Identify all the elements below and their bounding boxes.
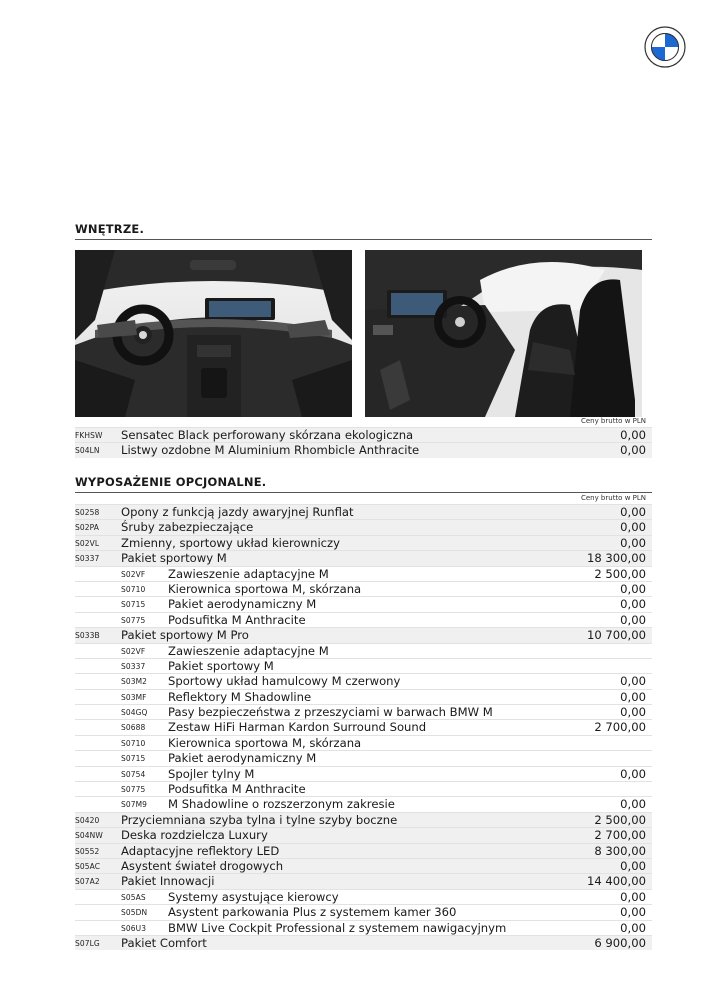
table-row — [75, 827, 652, 842]
option-code: S07A2 — [75, 877, 100, 887]
table-row — [75, 858, 652, 873]
table-row — [75, 643, 652, 658]
option-code: S0688 — [121, 723, 146, 733]
bmw-logo — [644, 26, 686, 68]
option-code: S0337 — [75, 554, 100, 564]
table-row — [75, 873, 652, 888]
option-price: 0,00 — [620, 674, 646, 689]
options-price-note: Ceny brutto w PLN — [580, 494, 646, 502]
table-row — [75, 535, 652, 550]
option-description: Listwy ozdobne M Aluminium Rhombicle Anthracite — [121, 443, 420, 458]
option-price: 14 400,00 — [586, 874, 646, 889]
option-description: Śruby zabezpieczające — [121, 520, 254, 535]
table-row — [75, 704, 652, 719]
option-code: S04GQ — [121, 708, 148, 718]
option-code: S0775 — [121, 615, 146, 625]
table-row — [75, 596, 652, 611]
table-row — [75, 904, 652, 919]
option-price: 0,00 — [620, 905, 646, 920]
option-description: Kierownica sportowa M, skórzana — [168, 581, 362, 596]
option-description: Adaptacyjne reflektory LED — [121, 843, 280, 858]
table-row — [75, 627, 652, 642]
option-description: Opony z funkcją jazdy awaryjnej Runflat — [121, 505, 354, 519]
option-description: M Shadowline o rozszerzonym zakresie — [168, 797, 395, 812]
option-price: 18 300,00 — [586, 551, 646, 566]
option-code: S02VF — [121, 646, 146, 656]
option-price: 2 500,00 — [594, 812, 646, 827]
option-description: Zmienny, sportowy układ kierowniczy — [121, 535, 340, 550]
watermark: ◌ — [8, 968, 24, 989]
option-description: Podsufitka M Anthracite — [168, 612, 306, 627]
option-code: S07LG — [75, 938, 100, 948]
table-row — [75, 935, 652, 950]
option-description: Spojler tylny M — [168, 766, 255, 781]
table-row — [75, 766, 652, 781]
option-description: Pakiet sportowy M Pro — [121, 628, 249, 643]
table-row — [75, 612, 652, 627]
option-description: Pakiet Comfort — [121, 935, 207, 950]
option-code: FKHSW — [75, 431, 103, 440]
option-description: Podsufitka M Anthracite — [168, 782, 306, 797]
interior-dashboard-photo — [75, 250, 352, 417]
option-code: S03M2 — [121, 677, 148, 687]
option-code: S05AS — [121, 892, 146, 902]
option-price: 0,00 — [620, 443, 646, 458]
table-row — [75, 843, 652, 858]
table-row — [75, 812, 652, 827]
option-price: 0,00 — [620, 520, 646, 535]
option-code: S02VF — [121, 569, 146, 579]
option-code: S0715 — [121, 754, 146, 764]
option-price: 10 700,00 — [586, 628, 646, 643]
table-row — [75, 796, 652, 811]
option-description: Pakiet sportowy M — [168, 658, 274, 673]
table-row — [75, 889, 652, 904]
option-code: S033B — [75, 631, 100, 641]
option-description: Pasy bezpieczeństwa z przeszyciami w barwach BMW M — [168, 705, 493, 720]
table-row — [75, 442, 652, 457]
option-price: 0,00 — [620, 505, 646, 519]
table-row — [75, 920, 652, 935]
option-code: S04LN — [75, 446, 100, 456]
option-price: 0,00 — [620, 797, 646, 812]
option-description: Zawieszenie adaptacyjne M — [168, 566, 329, 581]
options-table — [75, 504, 652, 950]
option-description: Zestaw HiFi Harman Kardon Surround Sound — [168, 720, 427, 735]
table-row — [75, 781, 652, 796]
option-code: S07M9 — [121, 800, 148, 810]
option-price: 2 500,00 — [594, 566, 646, 581]
option-code: S0552 — [75, 846, 100, 856]
option-description: Pakiet Innowacji — [121, 874, 215, 889]
option-description: Pakiet aerodynamiczny M — [168, 751, 317, 766]
option-code: S05AC — [75, 861, 101, 871]
option-code: S02VL — [75, 538, 100, 548]
table-row — [75, 658, 652, 673]
interior-table — [75, 427, 652, 458]
table-row — [75, 504, 652, 519]
table-row — [75, 750, 652, 765]
option-code: S0337 — [121, 661, 146, 671]
option-price: 2 700,00 — [594, 720, 646, 735]
option-price: 2 700,00 — [594, 828, 646, 843]
table-row — [75, 566, 652, 581]
table-row — [75, 519, 652, 534]
table-row — [75, 735, 652, 750]
table-row — [75, 719, 652, 734]
option-code: S0754 — [121, 769, 146, 779]
option-price: 6 900,00 — [594, 935, 646, 950]
option-description: Systemy asystujące kierowcy — [168, 889, 339, 904]
table-row — [75, 673, 652, 688]
table-row — [75, 427, 652, 442]
option-description: Pakiet aerodynamiczny M — [168, 597, 317, 612]
interior-price-note: Ceny brutto w PLN — [580, 417, 646, 425]
option-code: S03MF — [121, 692, 147, 702]
option-price: 0,00 — [620, 581, 646, 596]
option-price: 0,00 — [620, 889, 646, 904]
option-price: 0,00 — [620, 766, 646, 781]
option-description: Sensatec Black perforowany skórzana ekologiczna — [121, 428, 414, 442]
option-price: 0,00 — [620, 705, 646, 720]
option-price: 0,00 — [620, 535, 646, 550]
option-code: S0710 — [121, 738, 146, 748]
option-description: Asystent świateł drogowych — [121, 858, 284, 873]
option-code: S0775 — [121, 785, 146, 795]
option-price: 0,00 — [620, 428, 646, 442]
interior-seats-photo — [365, 250, 642, 417]
option-price: 0,00 — [620, 920, 646, 935]
option-description: Asystent parkowania Plus z systemem kamer 360 — [168, 905, 457, 920]
interior-section-title: WNĘTRZE. — [75, 222, 652, 240]
option-description: Zawieszenie adaptacyjne M — [168, 643, 329, 658]
option-code: S0710 — [121, 584, 146, 594]
option-description: Przyciemniana szyba tylna i tylne szyby boczne — [121, 812, 398, 827]
option-description: Reflektory M Shadowline — [168, 689, 312, 704]
table-row — [75, 550, 652, 565]
option-code: S0258 — [75, 508, 100, 517]
option-price: 0,00 — [620, 597, 646, 612]
option-code: S02PA — [75, 523, 99, 533]
option-description: Pakiet sportowy M — [121, 551, 227, 566]
option-code: S06U3 — [121, 923, 147, 933]
table-row — [75, 689, 652, 704]
option-description: Deska rozdzielcza Luxury — [121, 828, 268, 843]
table-row — [75, 581, 652, 596]
option-price: 8 300,00 — [594, 843, 646, 858]
option-description: Kierownica sportowa M, skórzana — [168, 735, 362, 750]
options-section-title: WYPOSAŻENIE OPCJONALNE. — [75, 475, 652, 493]
option-code: S0715 — [121, 600, 146, 610]
option-price: 0,00 — [620, 689, 646, 704]
option-description: Sportowy układ hamulcowy M czerwony — [168, 674, 401, 689]
option-code: S0420 — [75, 815, 100, 825]
option-description: BMW Live Cockpit Professional z systemem nawigacyjnym — [168, 920, 507, 935]
option-code: S04NW — [75, 831, 103, 841]
option-price: 0,00 — [620, 612, 646, 627]
option-price: 0,00 — [620, 858, 646, 873]
option-code: S05DN — [121, 908, 148, 918]
